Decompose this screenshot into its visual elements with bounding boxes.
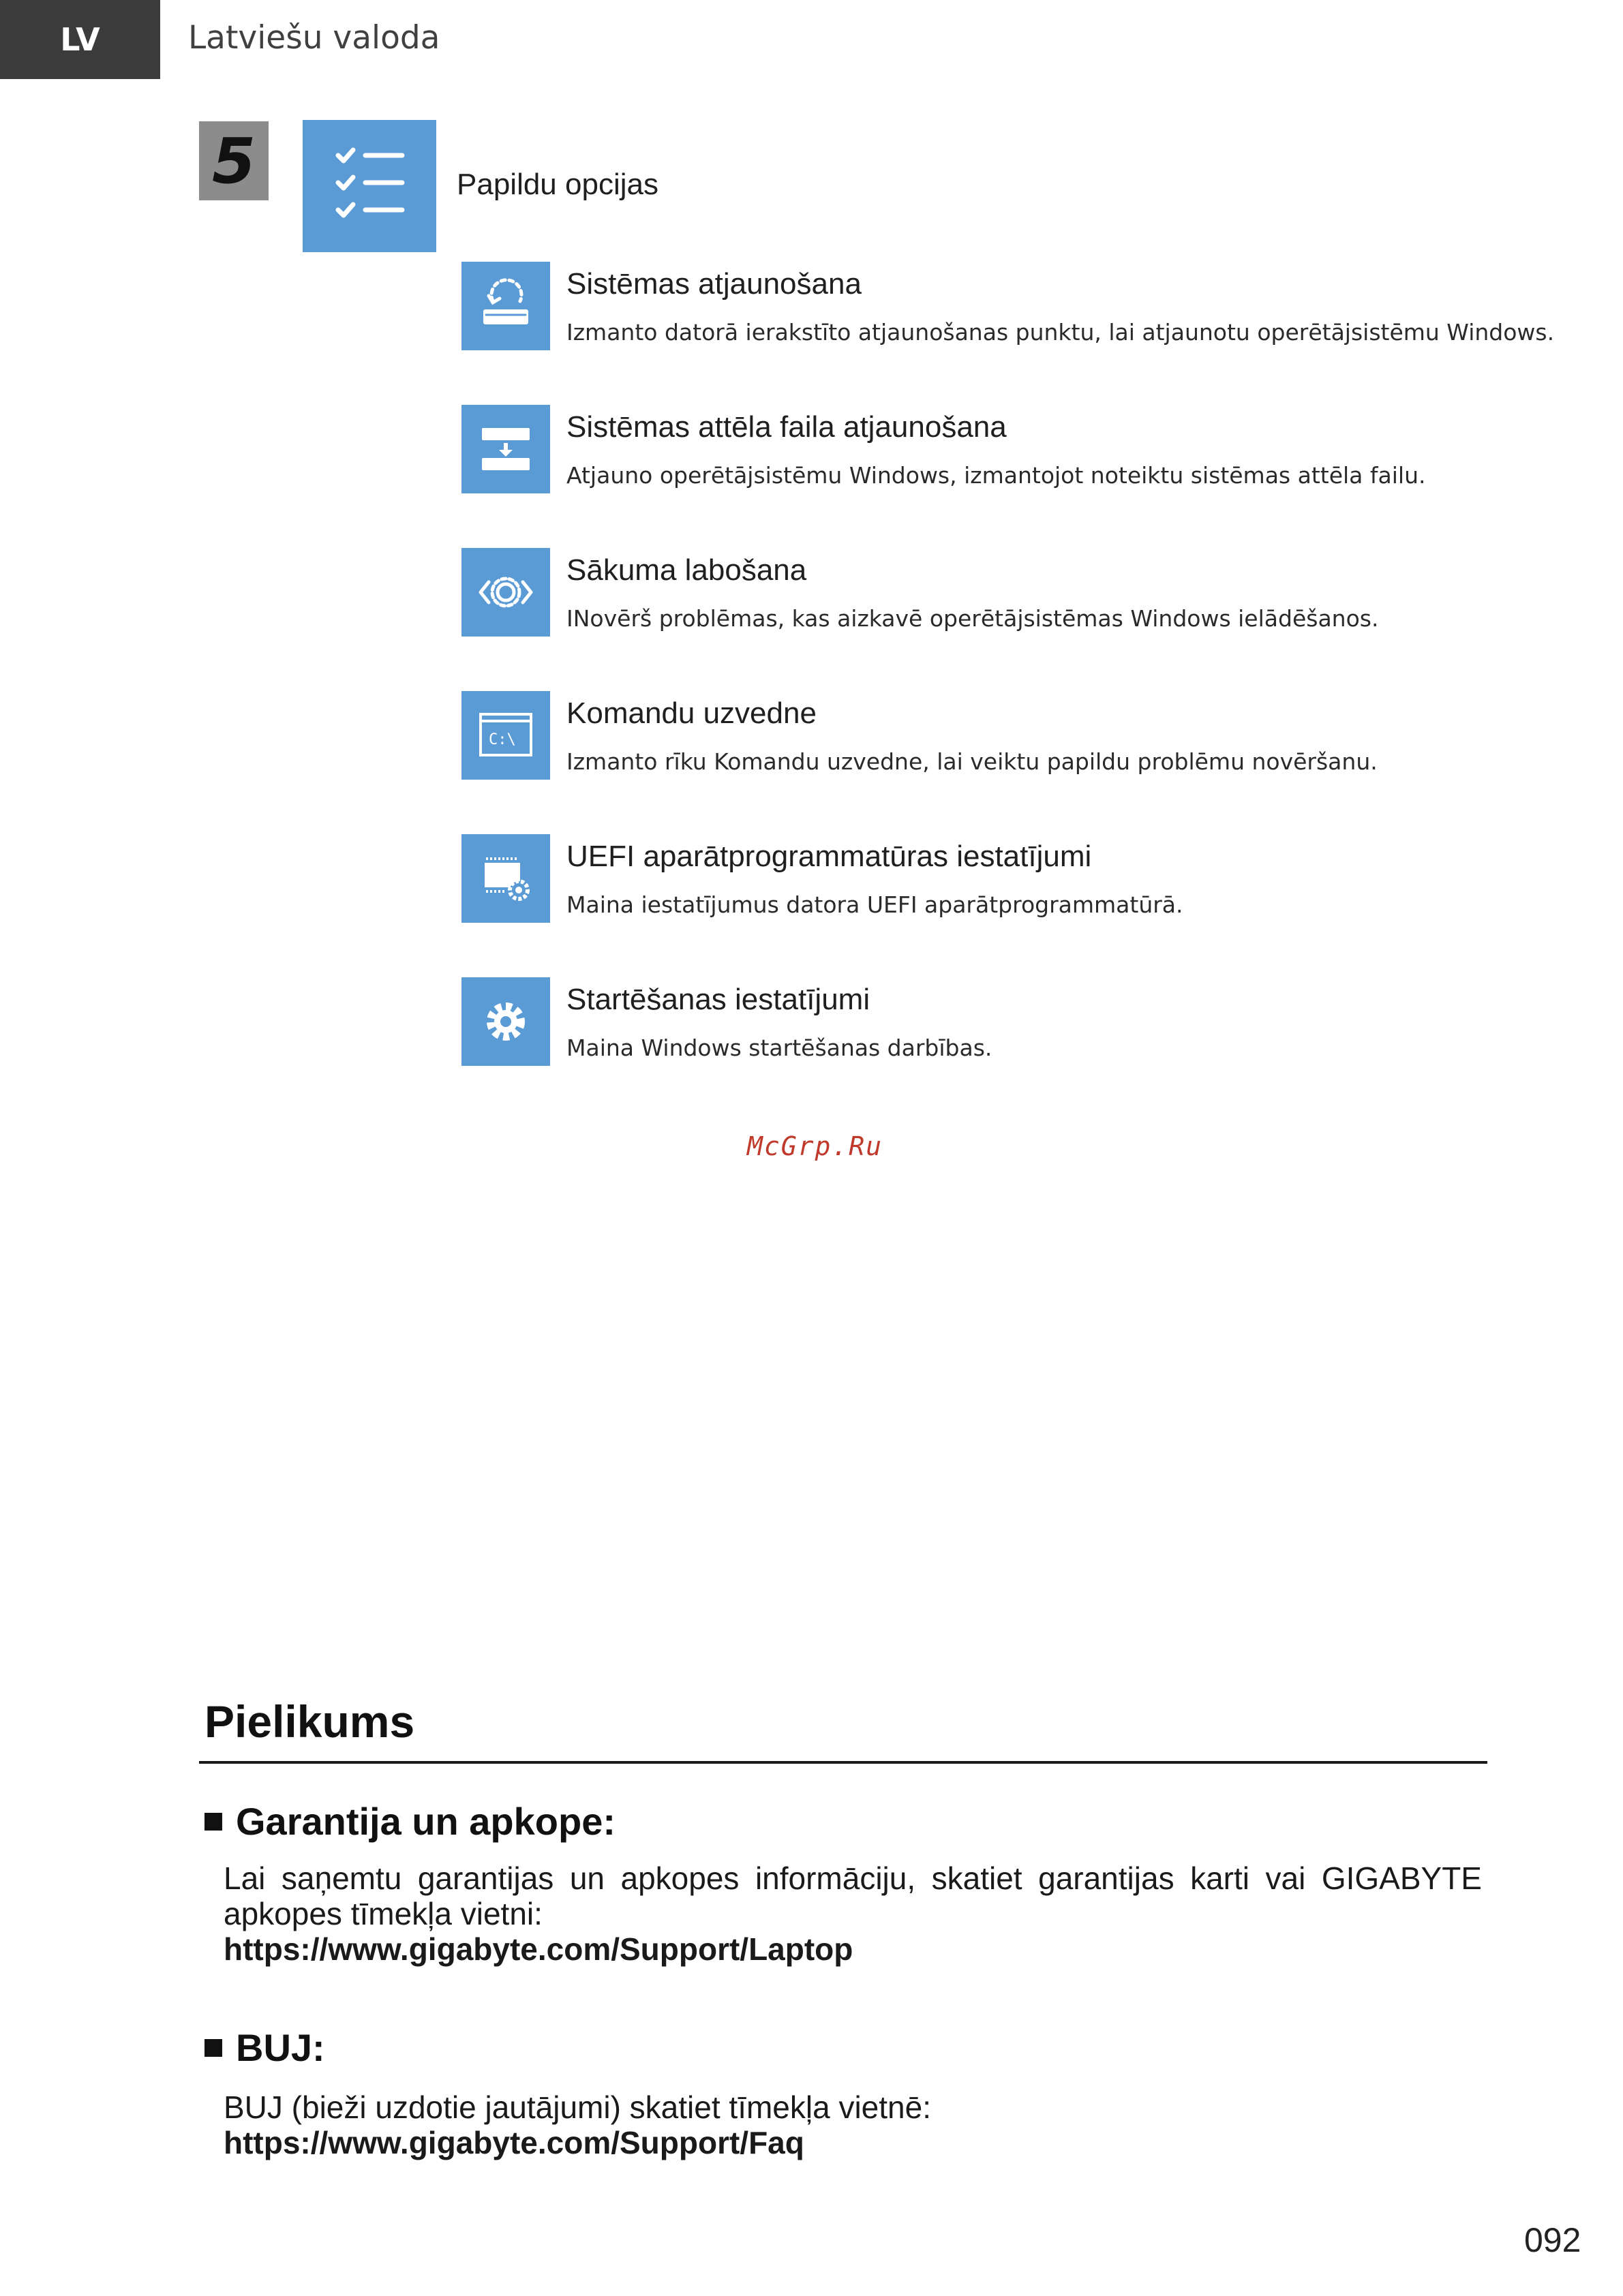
option-title: Komandu uzvedne [566,697,817,730]
uefi-settings-icon [461,834,550,923]
page-title: Papildu opcijas [457,168,658,201]
appendix-title: Pielikums [204,1696,415,1747]
warranty-link[interactable]: https://www.gigabyte.com/Support/Laptop [224,1931,853,1967]
square-bullet-icon [204,1813,222,1831]
option-title: Sistēmas atjaunošana [566,267,862,301]
option-image-recovery[interactable] [461,405,1525,548]
option-description: Izmanto datorā ierakstīto atjaunošanas punktu, lai atjaunotu operētājsistēmu Windows. [566,319,1555,346]
watermark: McGrp.Ru [747,1131,883,1161]
option-description: Maina Windows startēšanas darbības. [566,1035,992,1061]
option-description: Izmanto rīku Komandu uzvedne, lai veiktu papildu problēmu novēršanu. [566,748,1378,775]
image-recovery-icon [461,405,550,493]
step-number-badge: 5 [199,121,269,200]
advanced-options-list [461,262,1555,1120]
warranty-text: Lai saņemtu garantijas un apkopes informāciju, skatiet garantijas karti vai GIGABYTE apkopes tīmekļa vietni: [224,1861,1482,1931]
divider [199,1761,1487,1764]
startup-repair-icon [461,548,550,637]
option-title: UEFI aparātprogrammatūras iestatījumi [566,840,1092,873]
language-tab: LV [0,0,160,79]
option-title: Startēšanas iestatījumi [566,983,870,1016]
faq-heading [204,2025,325,2070]
option-title: Sākuma labošana [566,553,807,587]
svg-text:C:\: C:\ [489,731,516,748]
option-description: INovērš problēmas, kas aizkavē operētājsistēmas Windows ielādēšanos. [566,605,1379,632]
checklist-icon [303,120,436,252]
startup-settings-icon [461,977,550,1066]
option-description: Maina iestatījumus datora UEFI aparātprogrammatūrā. [566,891,1183,918]
square-bullet-icon [204,2039,222,2057]
option-description: Atjauno operētājsistēmu Windows, izmantojot noteiktu sistēmas attēla failu. [566,462,1426,489]
faq-paragraph [224,2090,1482,2160]
option-startup-settings[interactable] [461,977,1525,1120]
option-uefi-settings[interactable] [461,834,1525,977]
language-name: Latviešu valoda [188,19,440,57]
faq-text: BUJ (bieži uzdotie jautājumi) skatiet tīmekļa vietnē: [224,2090,931,2125]
warranty-heading [204,1799,616,1843]
faq-link[interactable]: https://www.gigabyte.com/Support/Faq [224,2125,804,2160]
option-system-restore[interactable] [461,262,1555,405]
command-prompt-icon [461,691,550,780]
option-startup-repair[interactable] [461,548,1525,691]
system-restore-icon [461,262,550,350]
option-title: Sistēmas attēla faila atjaunošana [566,410,1007,444]
warranty-heading-text: Garantija un apkope: [236,1800,616,1843]
faq-heading-text: BUJ: [236,2026,325,2069]
warranty-paragraph [224,1861,1482,1967]
page-number: 092 [1524,2221,1581,2259]
option-command-prompt[interactable] [461,691,1525,834]
